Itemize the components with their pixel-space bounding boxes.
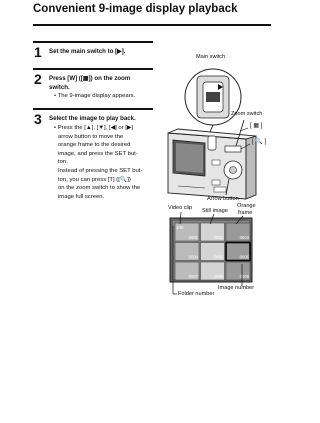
still-image-label: Still image [202, 208, 228, 214]
thumbnail-number: 0009 [239, 274, 249, 279]
zoom-w-icon-label: [ ▦ ] [250, 123, 263, 129]
step-1-text: Set the main switch to [▶]. [49, 48, 126, 55]
folder-code: 100 [176, 225, 184, 230]
step-3-line-6: Instead of pressing the SET but- [58, 168, 143, 174]
camera-body-icon [168, 129, 256, 199]
thumbnail-8 [201, 262, 225, 280]
step-3-line-2: arrow button to move the [58, 133, 124, 140]
step-3-line-7: ton, you can press [T] ([🔍]) [58, 176, 131, 183]
main-switch-label: Main switch [196, 54, 226, 60]
step-3-line-1: • Press the [▲], [▼], [◀] or [▶] [54, 125, 134, 131]
zoom-t-icon-label: [ 🔍 ] [252, 139, 267, 145]
step-3-line-4: image, and press the SET but- [58, 150, 138, 157]
step-2-bullet: • The 9-image display appears. [54, 93, 136, 99]
thumbnail-9 [226, 262, 250, 280]
step-2-number: 2 [34, 71, 42, 87]
thumbnail-number: 0005 [214, 254, 224, 260]
thumbnail-3 [226, 223, 250, 241]
thumbnail-number: 0004 [188, 254, 198, 260]
image-number-label: Image number [218, 285, 255, 291]
step-3-text: Select the image to play back. [49, 115, 136, 122]
step-3-number: 3 [34, 111, 42, 127]
thumbnail-number: 0001 [188, 235, 198, 240]
thumbnail-2 [201, 223, 225, 241]
orange-frame-label-1: Orange [237, 203, 256, 209]
zoom-switch-label: Zoom switch [231, 111, 263, 117]
thumbnail-6 [226, 243, 250, 261]
thumbnail-number: 0008 [214, 274, 224, 279]
folder-number-label: Folder number [178, 291, 215, 297]
thumbnail-number: 0007 [188, 274, 198, 279]
step-3-line-9: image full screen. [58, 193, 105, 200]
step-3-line-5: ton. [58, 159, 68, 166]
thumbnail-5 [201, 243, 225, 261]
video-clip-label: Video clip [168, 205, 193, 211]
thumbnail-7 [175, 262, 199, 280]
step-3-line-8: on the zoom switch to show the [58, 185, 141, 192]
thumbnail-number: 0003 [239, 235, 249, 240]
arrow-button-label: Arrow button [207, 196, 239, 202]
step-3-line-3: orange frame to the desired [58, 142, 131, 149]
thumbnail-4 [175, 243, 199, 261]
step-1-number: 1 [34, 44, 42, 60]
thumbnail-number: 0006 [239, 254, 249, 260]
step-2-text-line1: Press [W] ([▦]) on the zoom [49, 75, 131, 82]
step-2-text-line2: switch. [49, 83, 70, 91]
thumbnail-number: 0002 [214, 235, 224, 240]
orange-frame-label-2: frame [238, 210, 253, 216]
page-title: Convenient 9-image display playback [33, 3, 238, 15]
